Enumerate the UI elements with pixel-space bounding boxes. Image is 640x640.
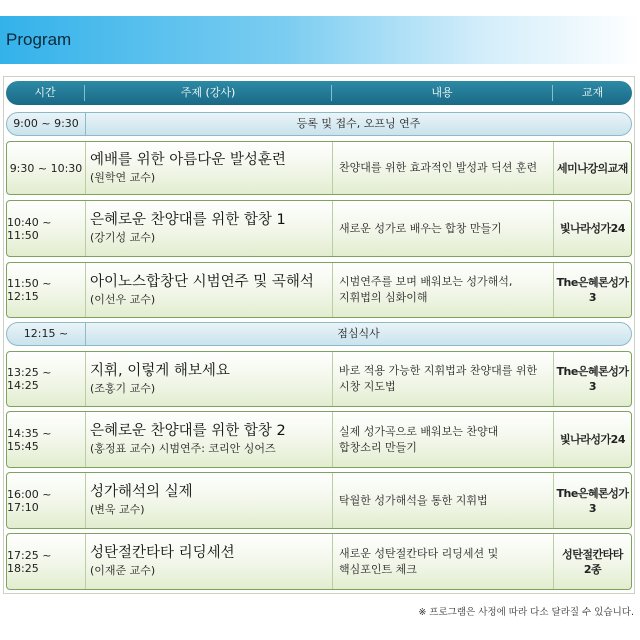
session-textbook: [554, 201, 631, 256]
session-time: 11:50 ~ 12:15: [7, 277, 52, 303]
session-textbook-line: 빛나라성가24: [560, 222, 625, 235]
table-header: [6, 81, 632, 105]
registration-note: 등록 및 접수, 오프닝 연주: [296, 117, 421, 130]
session-time: 9:30 ~ 10:30: [9, 161, 83, 175]
session-content-line: 새로운 성가로 배우는 합창 만들기: [339, 221, 502, 235]
session-topic: [87, 352, 334, 406]
session-content-line: 새로운 성탄절칸타타 리딩세션 및: [339, 546, 499, 560]
session-speaker: (변욱 교수): [90, 503, 145, 516]
session-speaker: (강기성 교수): [90, 231, 156, 244]
session-topic: [87, 534, 334, 589]
session-title: 은혜로운 찬양대를 위한 합창 2: [90, 423, 286, 439]
session-textbook-line: 성탄절칸타타: [562, 547, 623, 561]
session-textbook: [554, 352, 631, 406]
session-textbook: [554, 412, 631, 467]
row-divider: [332, 201, 333, 256]
session-content: [334, 473, 558, 528]
session-topic: [87, 201, 334, 256]
header-textbook: 교재: [581, 86, 604, 99]
row-divider: [85, 352, 86, 406]
session-content-line: 찬양대를 위한 효과적인 발성과 딕션 훈련: [339, 161, 538, 174]
session-row: [6, 533, 632, 590]
row-divider: [332, 412, 333, 467]
session-title: 성탄절칸타타 리딩세션: [90, 545, 235, 561]
row-divider: [332, 473, 333, 528]
row-divider: [332, 263, 333, 317]
session-textbook-line: 세미나강의교재: [557, 161, 628, 175]
session-speaker: (조홍기 교수): [90, 381, 156, 395]
session-content: [334, 352, 558, 406]
session-content-line: 시범연주를 보며 배워보는 성가해석,: [339, 275, 513, 288]
lunch-row: [6, 322, 632, 346]
session-textbook-line: The은혜론성가3: [556, 486, 629, 515]
session-topic: [87, 473, 334, 528]
session-title: 성가해석의 실제: [90, 484, 193, 500]
session-topic: [87, 412, 334, 467]
session-content-line: 탁월한 성가해석을 통한 지휘법: [339, 493, 488, 507]
session-time: 17:25 ~ 18:25: [7, 548, 52, 575]
row-divider: [85, 142, 86, 194]
row-divider: [85, 201, 86, 256]
header-topic: 주제 (강사): [180, 86, 236, 99]
session-time: 10:40 ~ 11:50: [7, 215, 52, 242]
session-title: 아이노스합창단 시범연주 및 곡해석: [90, 273, 314, 290]
session-speaker: (홍정표 교수) 시범연주: 코리안 싱어즈: [90, 442, 276, 455]
session-textbook: [554, 534, 631, 589]
session-textbook-line: 2종: [583, 562, 602, 576]
session-speaker: (이선우 교수): [90, 292, 156, 306]
session-row: [6, 262, 632, 318]
session-content-line: 지휘법의 심화이해: [339, 291, 428, 304]
row-divider: [85, 473, 86, 528]
session-textbook-line: The은혜론성가3: [556, 365, 629, 393]
session-title: 지휘, 이렇게 해보세요: [90, 362, 230, 379]
session-content-line: 핵심포인트 체크: [339, 562, 417, 576]
session-row: [6, 141, 632, 195]
session-textbook: [554, 473, 631, 528]
header-content: 내용: [431, 86, 453, 99]
session-topic: [87, 263, 334, 317]
session-content: [334, 142, 558, 194]
row-divider: [85, 412, 86, 467]
row-divider: [85, 534, 86, 589]
title-banner: [0, 16, 640, 64]
session-content: [334, 201, 558, 256]
footnote: ※ 프로그램은 사정에 따라 다소 달라질 수 있습니다.: [418, 607, 634, 618]
session-topic: [87, 142, 334, 194]
session-content: [334, 534, 558, 589]
session-content-line: 바로 적용 가능한 지휘법과 찬양대를 위한: [339, 364, 538, 377]
page-title: Program: [6, 30, 72, 49]
session-time: 13:25 ~ 14:25: [7, 366, 52, 392]
registration-time: 9:00 ~ 9:30: [13, 117, 79, 130]
session-textbook-line: The은혜론성가3: [556, 276, 629, 304]
session-title: 예배를 위한 아름다운 발성훈련: [90, 151, 286, 168]
session-time: 16:00 ~ 17:10: [7, 487, 52, 514]
session-title: 은혜로운 찬양대를 위한 합창 1: [90, 212, 286, 228]
session-row: [6, 351, 632, 407]
row-divider: [332, 534, 333, 589]
registration-row: [6, 112, 632, 136]
session-speaker: (이재준 교수): [90, 564, 156, 577]
session-textbook: [554, 142, 631, 194]
session-content: [334, 412, 558, 467]
row-divider: [332, 142, 333, 194]
session-row: [6, 411, 632, 468]
lunch-note: 점심식사: [337, 327, 380, 340]
session-row: [6, 200, 632, 257]
header-time: 시간: [34, 86, 56, 99]
row-divider: [332, 352, 333, 406]
lunch-time: 12:15 ~: [23, 327, 69, 340]
session-textbook-line: 빛나라성가24: [560, 433, 625, 446]
session-content-line: 합창소리 만들기: [339, 440, 417, 454]
row-divider: [85, 263, 86, 317]
session-content: [334, 263, 558, 317]
session-content-line: 시창 지도법: [339, 380, 396, 393]
session-content-line: 실제 성가곡으로 배워보는 찬양대: [339, 424, 499, 438]
session-speaker: (원학연 교수): [90, 170, 156, 184]
session-row: [6, 472, 632, 529]
session-textbook: [554, 263, 631, 317]
session-time: 14:35 ~ 15:45: [7, 426, 52, 453]
